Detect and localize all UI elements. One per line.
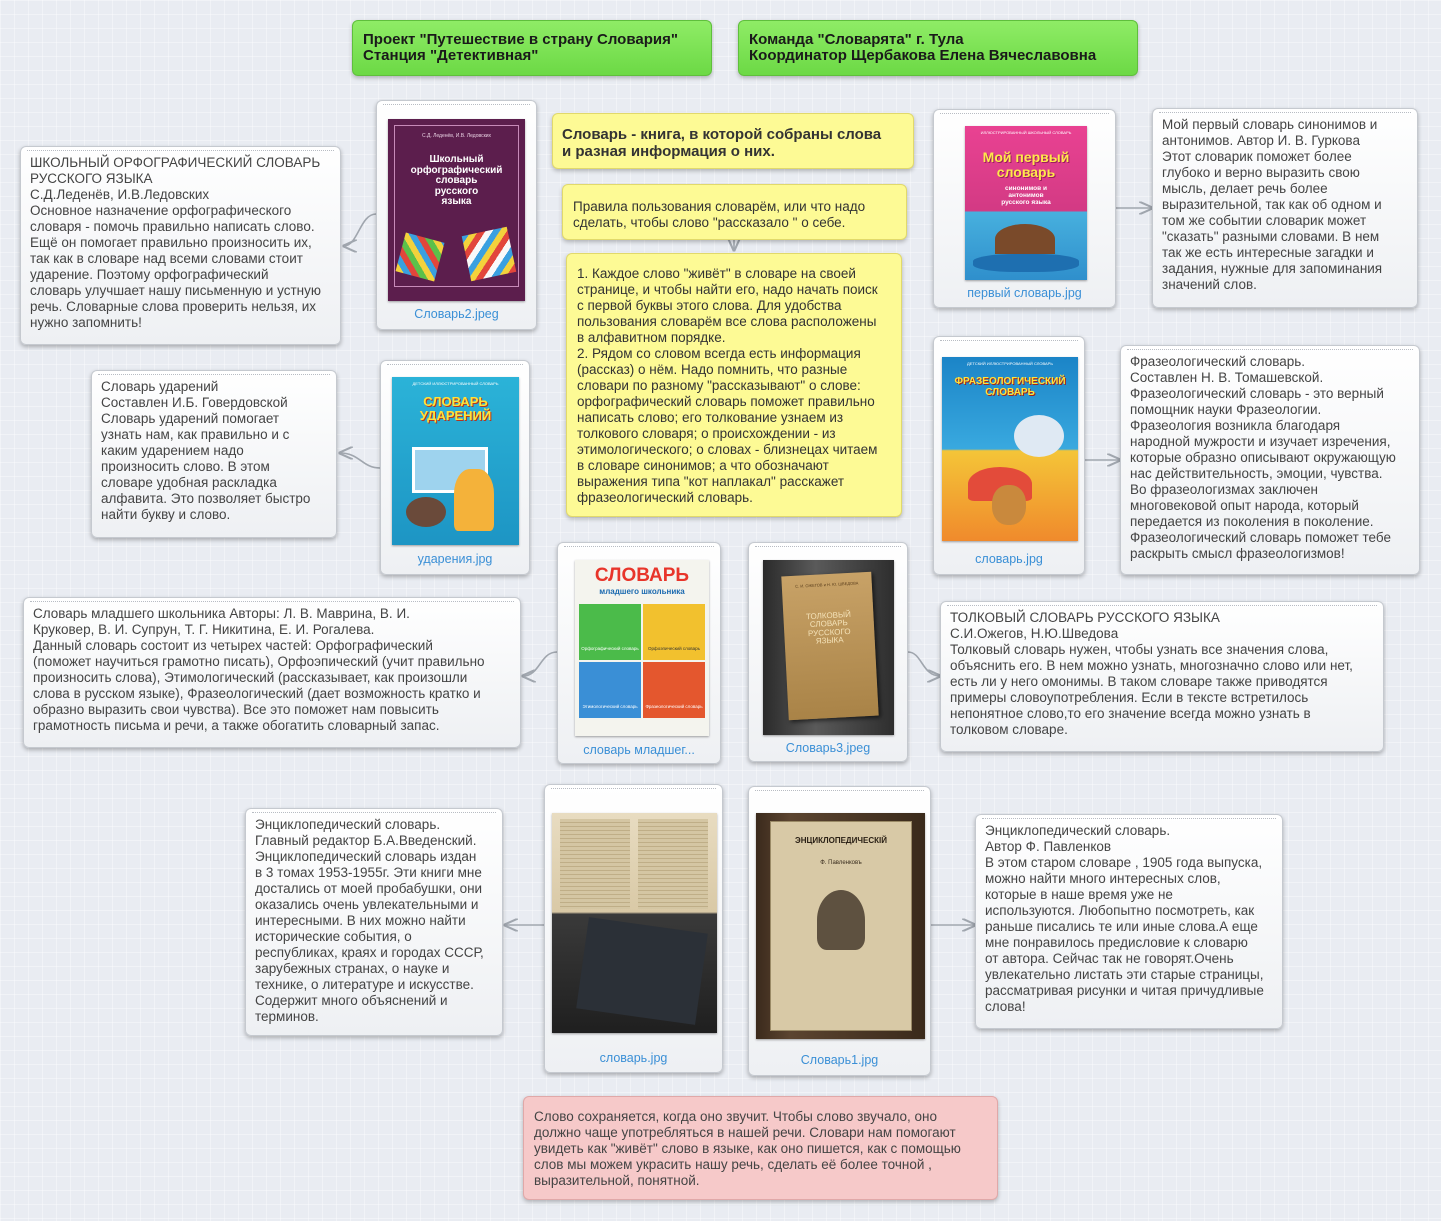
rules-text-node[interactable]: 1. Каждое слово "живёт" в словаре на своей странице, и чтобы найти его, надо начать поиск с первой буквы этого слова. Для удобства пользования словарём все слова расположены в алфавитном порядке. 2. Рядом со словом всегда есть информация (рассказ) о нём. Надо помнить, что разные словари по разному "рассказывают" о слове: орфографический словарь поможет правильно написать слово; его толкование узнаем из толкового словаря; о происхождении - из этимологического; о словах - близнецах читаем в словаре синонимов; а что обозначают выражения типа "кот наплакал" расскажет фразеологический словарь. [566, 253, 902, 517]
orfo-image-caption[interactable]: Словарь2.jpeg [414, 307, 499, 321]
connector-udar [340, 453, 380, 468]
rules-question-node[interactable]: Правила пользования словарём, или что надо сделать, чтобы слово "рассказало " о себе. [562, 184, 907, 240]
definition-node[interactable]: Словарь - книга, в которой собраны слова и разная информация о них. [552, 113, 914, 169]
connector-orfo [344, 214, 376, 246]
note-first[interactable]: Мой первый словарь синонимов и антонимов. Автор И. В. Гуркова Этот словарик поможет более глубоко и верно выразить свою мысль, делает речь более выразительной, так как об одном и том же событии словарик может "сказать" разными словами. В нем так же есть интересные загадки и задания, нужные для запоминания значений слов. [1152, 108, 1418, 308]
image-card-udar[interactable] [380, 360, 530, 575]
mladsh-book-cover: СЛОВАРЬ младшего школьника Орфографический словарь Орфоэпический словарь Этимологический словарь Фразеологический словарь [575, 560, 709, 736]
image-card-first[interactable] [933, 109, 1116, 308]
connector-mladsh [523, 652, 557, 676]
enc2-image-caption[interactable]: Словарь1.jpg [800, 1053, 879, 1067]
image-card-frazeo[interactable] [933, 336, 1085, 575]
team-title-node[interactable]: Команда "Словарята" г. Тула Координатор Щербакова Елена Вячеславовна [738, 20, 1138, 76]
tolk-book-photo: С. И. ОЖЕГОВ и Н. Ю. ШВЕДОВА ТОЛКОВЫЙ СЛОВАРЬ РУССКОГО ЯЗЫКА [763, 560, 894, 735]
tolk-image-caption[interactable]: Словарь3.jpeg [785, 741, 871, 755]
image-card-orfo[interactable] [376, 100, 537, 330]
image-card-mladsh[interactable] [557, 542, 721, 764]
note-orfo[interactable]: ШКОЛЬНЫЙ ОРФОГРАФИЧЕСКИЙ СЛОВАРЬ РУССКОГО ЯЗЫКА С.Д.Леденёв, И.В.Ледовских Основное назначение орфографического словаря - помочь правильно написать слово. Ещё он помогает правильно произносить их, так как в словаре над всеми словами стоит ударение. Поэтому орфографический словарь улучшает нашу письменную и устную речь. Словарные слова проверить нельзя, их нужно запомнить! [20, 146, 341, 345]
first-book-cover: ИЛЛЮСТРИРОВАННЫЙ ШКОЛЬНЫЙ СЛОВАРЬ Мой первый словарь синонимов и антонимов русского языка [965, 126, 1087, 280]
image-card-tolk[interactable] [748, 542, 908, 762]
orfo-book-cover: С.Д. Леденёв, И.В. Ледовских Школьный орфографический словарь русского языка [388, 119, 525, 301]
note-udar[interactable]: Словарь ударений Составлен И.Б. Говердовской Словарь ударений помогает узнать нам, как правильно и с каким ударением надо произносить слово. В этом словаре удобная раскладка алфавита. Это позволяет быстро найти букву и слово. [91, 370, 337, 538]
note-tolk[interactable]: ТОЛКОВЫЙ СЛОВАРЬ РУССКОГО ЯЗЫКА С.И.Ожегов, Н.Ю.Шведова Толковый словарь нужен, чтобы узнать все значения слова, объяснить его. В нем можно узнать, многозначно слово или нет, есть ли у него омонимы. В таком словаре также приводятся примеры словоупотребления. Если в тексте встретилось непонятное слово,то его значение всегда можно узнать в толковом словаре. [940, 601, 1384, 752]
image-card-enc2[interactable] [748, 786, 931, 1076]
project-title-node[interactable]: Проект "Путешествие в страну Словария" Станция "Детективная" [352, 20, 712, 76]
mladsh-image-caption[interactable]: словарь младшег... [583, 743, 695, 757]
frazeo-book-cover: ДЕТСКИЙ ИЛЛЮСТРИРОВАННЫЙ СЛОВАРЬ ФРАЗЕОЛОГИЧЕСКИЙ СЛОВАРЬ [942, 357, 1078, 541]
connector-tolk [908, 652, 940, 676]
enc1-book-photo [552, 813, 717, 1033]
image-card-enc1[interactable] [544, 784, 723, 1073]
note-mladsh[interactable]: Словарь младшего школьника Авторы: Л. В. Маврина, В. И. Круковер, В. И. Супрун, Т. Г. Никитина, Е. И. Рогалева. Данный словарь состоит из четырех частей: Орфографический (поможет научиться грамотно писать), Орфоэпический (учит правильно произносить слова), Этимологический (рассказывает, как произошли слова в русском языке), Фразеологический (дает возможность кратко и образно выразить свои чувства). Все это поможет нам повысить грамотность письма и речи, а также обогатить словарный запас. [23, 597, 521, 748]
note-frazeo[interactable]: Фразеологический словарь. Составлен Н. В. Томашевской. Фразеологический словарь - это верный помощник науки Фразеологии. Фразеология возникла благодаря народной мужрости и изучает изречения, которые образно описывают окружающую нас действительность, эмоции, чувства. Во фразеологизмах заключен многовековой опыт народа, который передается из поколения в поколение. Фразеологический словарь поможет тебе раскрыть смысл фразеологизмов! [1120, 345, 1420, 575]
frazeo-image-caption[interactable]: словарь.jpg [975, 552, 1043, 566]
note-enc1[interactable]: Энциклопедический словарь. Главный редактор Б.А.Введенский. Энциклопедический словарь издан в 3 томах 1953-1955г. Эти книги мне достались от моей пробабушки, они оказались очень увлекательными и интересными. В них можно найти исторические события, о республиках, краях и городах СССР, зарубежных странах, о науке и технике, о литературе и искусстве. Содержит много объяснений и терминов. [245, 808, 503, 1036]
udar-image-caption[interactable]: ударения.jpg [417, 552, 493, 566]
conclusion-node[interactable]: Слово сохраняется, когда оно звучит. Чтобы слово звучало, оно должно чаще употребляться в нашей речи. Словари нам помогают увидеть как "живёт" слово в языке, как оно пишется, как с помощью слов мы можем украсить нашу речь, сделать её более точной , выразительной, понятной. [523, 1096, 998, 1200]
first-image-caption[interactable]: первый словарь.jpg [967, 286, 1082, 300]
udar-book-cover: ДЕТСКИЙ ИЛЛЮСТРИРОВАННЫЙ СЛОВАРЬ СЛОВАРЬ УДАРЕНИЙ [392, 377, 519, 545]
note-enc2[interactable]: Энциклопедический словарь. Автор Ф. Павленков В этом старом словаре , 1905 года выпуска, можно найти много интересных слов, которые в наше время уже не используются. Любопытно посмотреть, как раньше писались те или иные слова.А еще мне понравилось предисловие к словарю от автора. Сейчас так не говорят.Очень увлекательно листать эти старые страницы, рассматривая рисунки и читая причудливые слова! [975, 814, 1283, 1029]
enc1-image-caption[interactable]: словарь.jpg [599, 1051, 668, 1065]
enc2-book-photo: ЭНЦИКЛОПЕДИЧЕСКІЙ Ф. Павленковъ [756, 813, 925, 1039]
